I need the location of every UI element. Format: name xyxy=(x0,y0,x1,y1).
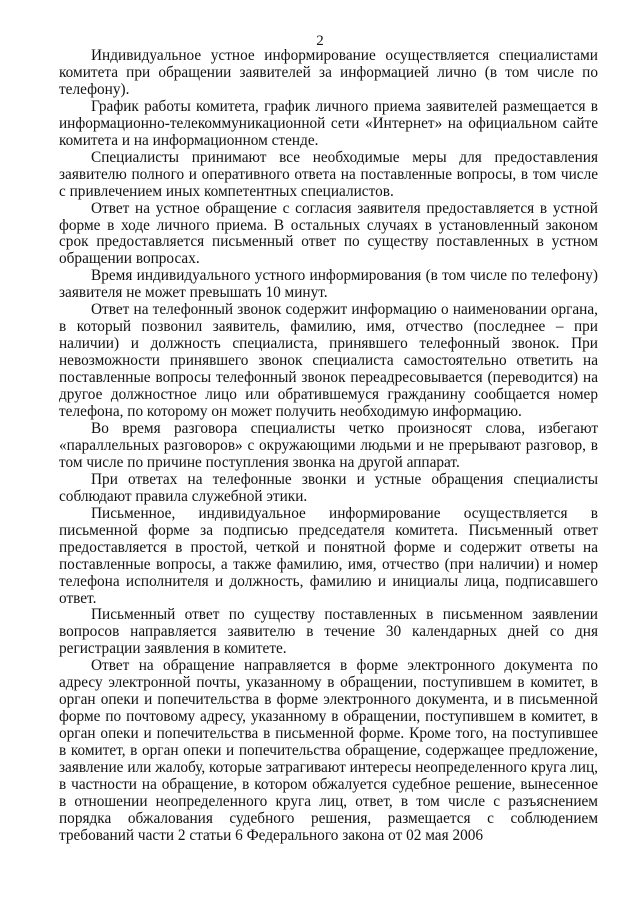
paragraph-individual-oral-info: Индивидуальное устное информирование осуществляется специалистами комитета при обращении заявителей за информацией лично (в том числе по телефону). xyxy=(59,47,598,98)
document-body xyxy=(59,48,598,845)
paragraph-electronic-answer: Ответ на обращение направляется в форме электронного документа по адресу электронной почты, указанному в обращении, поступившем в комитет, в орган опеки и попечительства в форме электронного документа, и в письменной форме по почтовому адресу, указанному в обращении, поступившем в комитет, в орган опеки и попечительства в письменной форме. Кроме того, на поступившее в комитет, в орган опеки и попечительства обращение, содержащее предложение, заявление или жалобу, которые затрагивают интересы неопределенного круга лиц, в частности на обращение, в котором обжалуется судебное решение, вынесенное в отношении неопределенного круга лиц, ответ, в том числе с разъяснением порядка обжалования судебного решения, размещается с соблюдением требований части 2 статьи 6 Федерального закона от 02 мая 2006 xyxy=(59,657,598,844)
paragraph-conversation-rules: Во время разговора специалисты четко произносят слова, избегают «параллельных разговоров» с окружающими людьми и не прерывают разговор, в том числе по причине поступления звонка на другой аппарат. xyxy=(59,419,598,471)
paragraph-written-answer-deadline: Письменный ответ по существу поставленных в письменном заявлении вопросов направляется заявителю в течение 30 календарных дней со дня регистрации заявления в комитете. xyxy=(59,606,598,658)
paragraph-phone-answer: Ответ на телефонный звонок содержит информацию о наименовании органа, в который позвонил заявитель, фамилию, имя, отчество (последнее – при наличии) и должность специалиста, принявшего телефонный звонок. При невозможности принявшего звонок специалиста самостоятельно ответить на поставленные вопросы телефонный звонок переадресовывается (переводится) на другое должностное лицо или обратившемуся гражданину сообщается номер телефона, по которому он может получить необходимую информацию. xyxy=(59,301,598,421)
paragraph-work-schedule: График работы комитета, график личного приема заявителей размещается в информационно-телекоммуникационной сети «Интернет» на официальном сайте комитета и на информационном стенде. xyxy=(59,97,598,149)
paragraph-oral-answer: Ответ на устное обращение с согласия заявителя предоставляется в устной форме в ходе личного приема. В остальных случаях в установленный законом срок предоставляется письменный ответ по существу поставленных в устном обращении вопросах. xyxy=(59,199,598,268)
paragraph-time-limit: Время индивидуального устного информирования (в том числе по телефону) заявителя не может превышать 10 минут. xyxy=(59,267,598,302)
paragraph-service-ethics: При ответах на телефонные звонки и устные обращения специалисты соблюдают правила служебной этики. xyxy=(59,470,598,505)
paragraph-written-info: Письменное, индивидуальное информирование осуществляется в письменной форме за подписью председателя комитета. Письменный ответ предоставляется в простой, четкой и понятной форме и содержит ответы на поставленные вопросы, а также фамилию, имя, отчество (при наличии) и номер телефона исполнителя и должность, фамилию и инициалы лица, подписавшего ответ. xyxy=(59,504,598,607)
paragraph-specialists-measures: Специалисты принимают все необходимые меры для предоставления заявителю полного и оперативного ответа на поставленные вопросы, в том числе с привлечением иных компетентных специалистов. xyxy=(59,148,598,200)
page-number: 2 xyxy=(316,33,324,49)
